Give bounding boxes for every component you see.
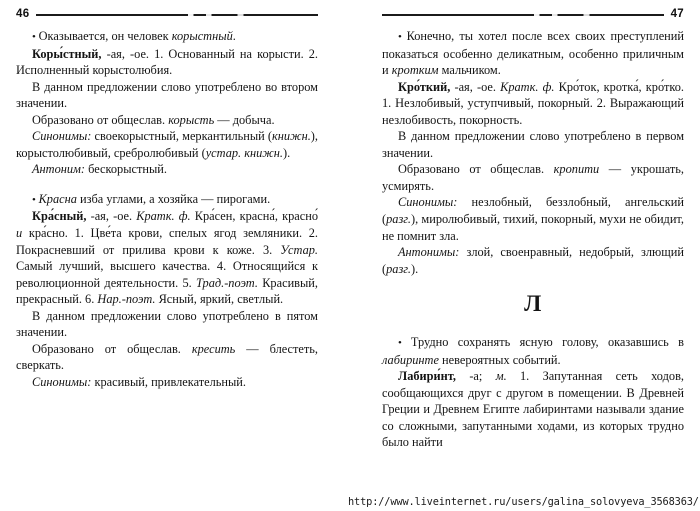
text-run: Конечно, ты хотел после всех своих преступлений показаться особенно деликатным, особенно приличным и — [382, 29, 684, 78]
italic-run: Кратк. ф. — [500, 79, 555, 94]
column-text-right — [382, 28, 684, 451]
text-run: ), миролюбивый, тихий, покорный, мухи не обидит, не помнит зла. — [382, 212, 684, 243]
text-run: злой, своенравный, недобрый, злющий ( — [382, 245, 684, 276]
text-run: Самый лучший, высшего качества. 4. Относящийся к революционной деятельности. 5. — [16, 259, 318, 290]
running-head-left — [16, 0, 318, 28]
text-run: Образовано от общеслав. — [32, 341, 192, 356]
synonyms-note — [16, 128, 318, 161]
text-run: — укрошать, усмирять. — [382, 162, 684, 193]
synonyms-note — [382, 194, 684, 244]
dictionary-entry — [16, 46, 318, 79]
text-run: изба углами, а хозяйка — пирогами. — [76, 191, 271, 206]
italic-run: м. — [495, 369, 507, 384]
text-run: кра́сно. 1. Цве́та крови, спелых ягод земляники. 2. Покрасневший от прилива крови к коже. 3. — [16, 226, 318, 257]
text-run: своекорыстный, меркантильный ( — [91, 129, 273, 144]
text-run: -ая, -ое. 1. Основанный на корысти. 2. Исполненный корыстолюбия. — [16, 46, 318, 78]
source-url-watermark: http://www.liveinternet.ru/users/galina_solovyeva_3568363/ — [348, 496, 699, 508]
text-run: — блестеть, сверкать. — [16, 341, 318, 373]
dictionary-entry — [382, 79, 684, 129]
page-right — [350, 0, 700, 511]
text-run: незлобный, беззлобный, ангельский ( — [382, 195, 684, 227]
example-sentence — [382, 334, 684, 368]
header-rule-right — [382, 14, 664, 16]
dictionary-entry — [16, 208, 318, 307]
italic-run: Антоним: — [32, 162, 86, 177]
italic-run: кресить — [191, 341, 236, 356]
usage-note — [382, 128, 684, 161]
italic-run: корысть — [168, 112, 215, 127]
italic-run: книжн. — [272, 129, 311, 144]
text-run: . — [232, 29, 236, 43]
italic-run: кротким — [391, 63, 439, 78]
dictionary-entry — [382, 368, 684, 451]
usage-note — [16, 79, 318, 112]
text-run: бескорыстный. — [85, 162, 167, 177]
text-run: В данном предложении слово употреблено во втором значении. — [16, 79, 318, 111]
text-run: Оказывается, он человек — [38, 29, 172, 43]
italic-run: корыстный — [171, 29, 233, 43]
text-run: Образовано от общеслав. — [32, 112, 169, 127]
italic-run: Антонимы: — [398, 245, 460, 260]
italic-run: Синонимы: — [398, 195, 458, 210]
text-run: Образовано от общеслав. — [398, 162, 554, 177]
text-run: Кра́сен, красна́, красно́ — [190, 209, 318, 224]
section-letter-heading: Л — [524, 291, 542, 317]
italic-run: лабиринте — [382, 352, 439, 367]
bullet-marker: • — [398, 31, 407, 43]
etymology-note — [382, 161, 684, 194]
italic-run: Синонимы: — [32, 374, 92, 389]
italic-run: Нар.-поэт. — [97, 292, 156, 307]
text-run: -а; — [455, 369, 496, 384]
italic-run: разг. — [386, 212, 412, 227]
text-run: -ая, -ое. — [450, 79, 501, 94]
text-run: Ясный, яркий, светлый. — [155, 292, 284, 307]
italic-run: устар. книжн. — [205, 145, 283, 160]
text-run: Трудно сохранять ясную голову, оказавшись в — [410, 335, 684, 350]
synonyms-note — [16, 374, 318, 391]
text-run: ). — [411, 261, 419, 276]
text-run: 1. Запутанная сеть ходов, сообщающихся друг с другом в помещении. В Древней Греции и Древнем Египте лабиринтами называли здание со сложными, запутанными ходами, из которых трудно было найти — [382, 369, 684, 450]
antonyms-note — [382, 244, 684, 277]
bullet-marker: • — [32, 193, 39, 206]
italic-run: Устар. — [280, 242, 318, 257]
text-run: ). — [283, 145, 291, 160]
text-run: В данном предложении слово употреблено в пятом значении. — [16, 308, 318, 340]
header-rule-left — [36, 14, 318, 16]
text-run: мальчиком. — [438, 63, 501, 78]
italic-run: кропити — [553, 162, 600, 177]
text-run: невероятных событий. — [438, 352, 561, 367]
italic-run: Трад.-поэт. — [195, 275, 258, 290]
headword: Кра́сный, — [32, 209, 87, 224]
headword: Кро́ткий, — [398, 79, 451, 94]
column-text-left — [16, 28, 318, 390]
running-head-right — [382, 0, 684, 28]
page-number-left: 46 — [16, 7, 30, 20]
etymology-note — [16, 112, 318, 129]
example-sentence — [16, 191, 318, 209]
text-run: Кро́ток, кротка́, кро́тко. 1. Незлобивый, уступчивый, покорный. 2. Выражающий незлобивость, покорность. — [382, 79, 684, 127]
headword: Лабири́нт, — [398, 369, 456, 384]
example-sentence — [16, 28, 318, 46]
text-run: — добыча. — [214, 112, 275, 127]
text-run: красивый, привлекательный. — [91, 374, 246, 389]
bullet-marker: • — [32, 31, 39, 43]
italic-run: Синонимы: — [32, 129, 92, 144]
bullet-marker: • — [398, 337, 411, 350]
etymology-note — [16, 341, 318, 374]
italic-run: и — [16, 226, 23, 241]
headword: Коры́стный, — [32, 46, 102, 61]
italic-run: Красна — [38, 191, 77, 206]
text-run: ), корыстолюбивый, сребролюбивый ( — [16, 129, 318, 160]
text-run: В данном предложении слово употреблено в первом значении. — [382, 129, 684, 160]
text-run: Красивый, прекрасный. 6. — [16, 275, 318, 307]
page-number-right: 47 — [670, 7, 684, 20]
example-sentence — [382, 28, 684, 79]
italic-run: разг. — [386, 261, 412, 276]
text-run: -ая, -ое. — [86, 209, 137, 224]
usage-note — [16, 308, 318, 341]
entry-spacer — [16, 178, 318, 191]
italic-run: Кратк. ф. — [136, 209, 191, 224]
antonyms-note — [16, 161, 318, 178]
